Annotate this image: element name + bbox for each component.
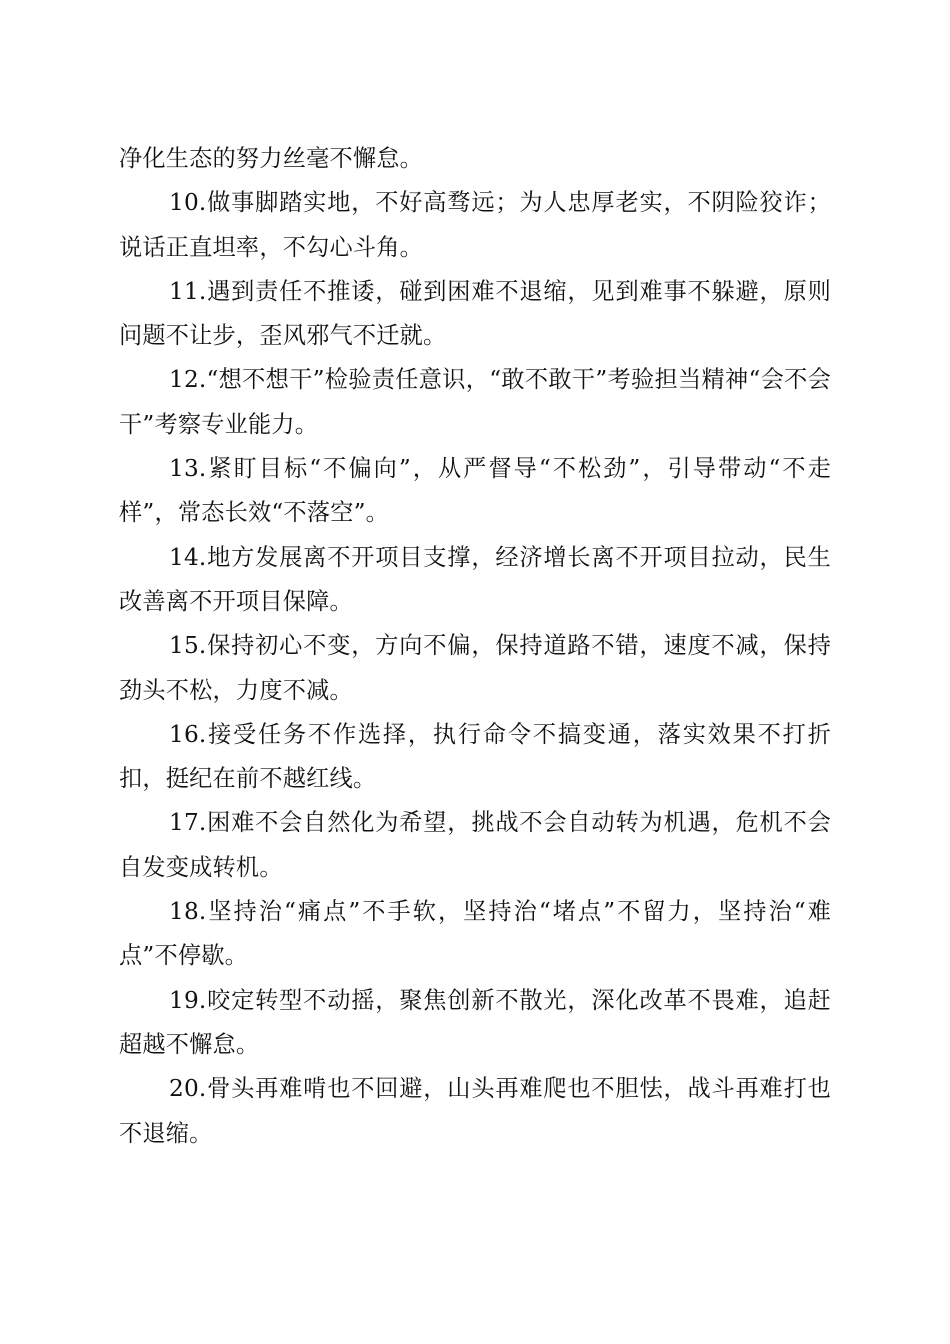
paragraph-item-13: 13.紧盯目标“不偏向”，从严督导“不松劲”，引导带动“不走样”，常态长效“不落空”。 <box>119 455 831 527</box>
paragraph-item-14: 14.地方发展离不开项目支撑，经济增长离不开项目拉动，民生改善离不开项目保障。 <box>119 543 831 615</box>
document-body <box>119 137 831 1156</box>
paragraph-item-16: 16.接受任务不作选择，执行命令不搞变通，落实效果不打折扣，挺纪在前不越红线。 <box>119 720 831 793</box>
paragraph-item-20: 20.骨头再难啃也不回避，山头再难爬也不胆怯，战斗再难打也不退缩。 <box>119 1075 831 1147</box>
paragraph-item-12: 12.“想不想干”检验责任意识，“敢不敢干”考验担当精神“会不会干”考察专业能力。 <box>119 366 831 438</box>
paragraph-item-17: 17.困难不会自然化为希望，挑战不会自动转为机遇，危机不会自发变成转机。 <box>119 809 831 881</box>
paragraph-item-10: 10.做事脚踏实地，不好高骛远；为人忠厚老实，不阴险狡诈；说话正直坦率，不勾心斗角。 <box>119 189 831 261</box>
paragraph-item-19: 19.咬定转型不动摇，聚焦创新不散光，深化改革不畏难，追赶超越不懈怠。 <box>119 986 831 1058</box>
paragraph-item-18: 18.坚持治“痛点”不手软，坚持治“堵点”不留力，坚持治“难点”不停歇。 <box>119 898 831 970</box>
paragraph-item-11: 11.遇到责任不推诿，碰到困难不退缩，见到难事不躲避，原则问题不让步，歪风邪气不迁就。 <box>119 277 831 350</box>
paragraph-continuation: 净化生态的努力丝毫不懈怠。 <box>119 145 424 172</box>
paragraph-item-15: 15.保持初心不变，方向不偏，保持道路不错，速度不减，保持劲头不松，力度不减。 <box>119 632 831 704</box>
